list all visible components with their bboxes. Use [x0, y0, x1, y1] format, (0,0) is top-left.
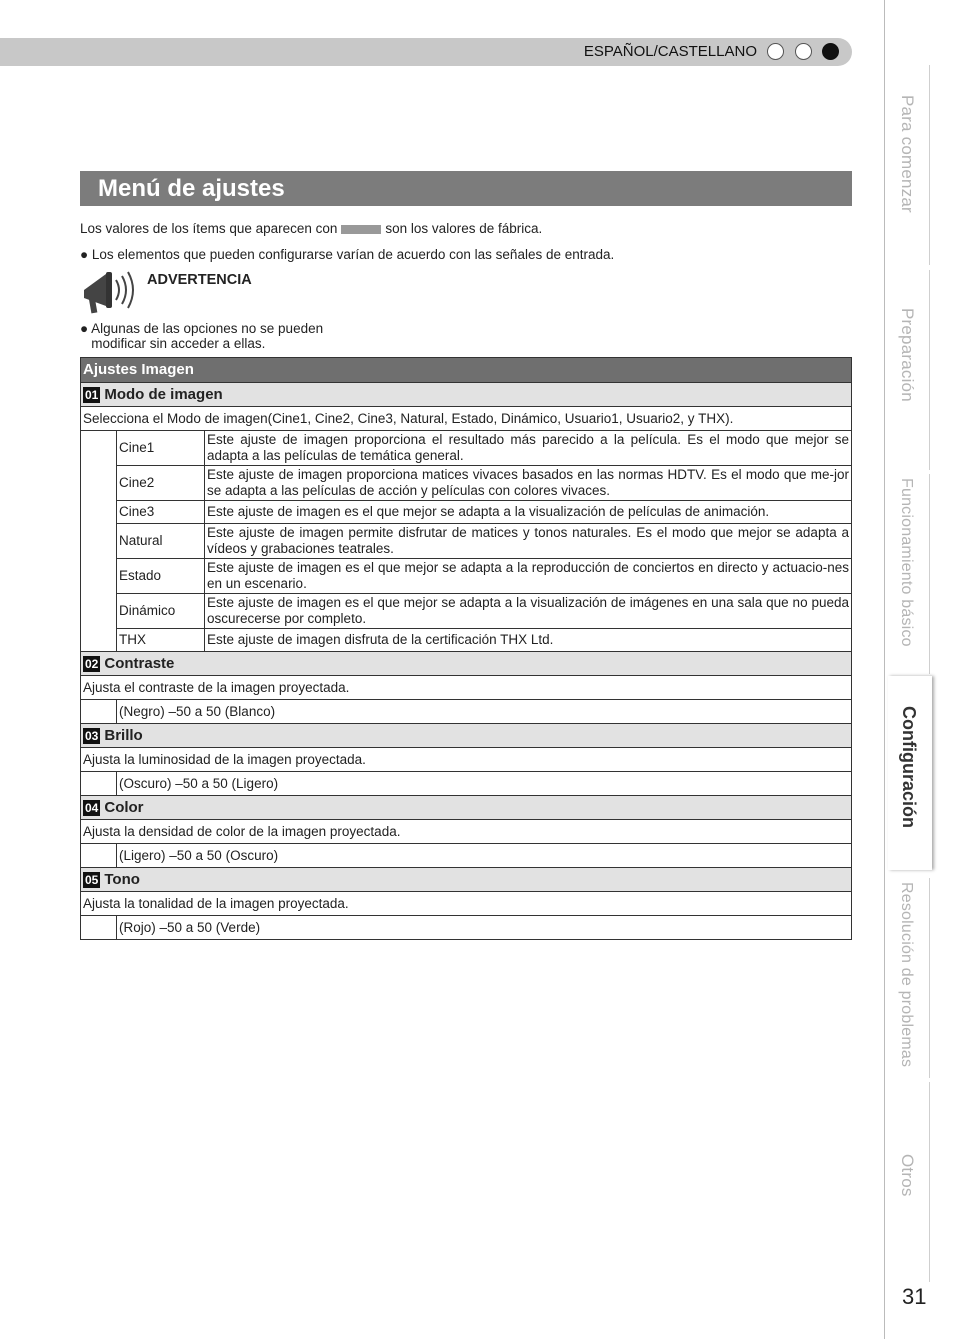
indent-cell	[81, 772, 117, 796]
tab-label: Funcionamiento básico	[898, 478, 915, 647]
item-number: 03	[85, 728, 99, 743]
mode-name: Cine1	[117, 431, 205, 466]
item-description: Selecciona el Modo de imagen(Cine1, Cine2, Cine3, Natural, Estado, Dinámico, Usuario1, Usuario2, y THX).	[81, 407, 852, 431]
value-range: (Ligero) –50 a 50 (Oscuro)	[117, 844, 852, 868]
item-number: 02	[85, 656, 99, 671]
mode-description: Este ajuste de imagen es el que mejor se adapta a la visualización de imágenes en una sala que no pueda oscurecerse por completo.	[205, 594, 852, 629]
mode-name: Dinámico	[117, 594, 205, 629]
table-row	[81, 501, 852, 524]
mode-description: Este ajuste de imagen disfruta de la certificación THX Ltd.	[205, 629, 852, 652]
table-row	[81, 559, 852, 594]
value-range: (Rojo) –50 a 50 (Verde)	[117, 916, 852, 940]
warning-title: ADVERTENCIA	[147, 272, 252, 288]
circle-icon-empty	[767, 43, 784, 60]
tab-funcionamiento-basico[interactable]	[891, 474, 930, 674]
item-name: Color	[104, 798, 144, 816]
tab-preparacion[interactable]	[891, 270, 930, 470]
item-name: Contraste	[104, 654, 175, 672]
circle-icon-empty	[795, 43, 812, 60]
tab-resolucion-de-problemas[interactable]	[891, 878, 930, 1078]
megaphone-icon	[80, 266, 142, 316]
table-row	[81, 594, 852, 629]
factory-note	[80, 221, 542, 236]
item-number: 04	[85, 800, 99, 815]
factory-note-text: Los valores de los ítems que aparecen con	[80, 221, 338, 236]
item-name: Tono	[104, 870, 140, 888]
item-header	[81, 796, 852, 820]
mode-name: Cine3	[117, 501, 205, 524]
tab-otros[interactable]	[891, 1082, 930, 1282]
factory-note-text: son los valores de fábrica.	[385, 221, 543, 236]
factory-swatch	[341, 225, 381, 234]
value-range: (Negro) –50 a 50 (Blanco)	[117, 700, 852, 724]
table-row	[81, 431, 852, 466]
mode-name: Estado	[117, 559, 205, 594]
item-number: 01	[85, 387, 99, 402]
indent-cell	[81, 431, 117, 652]
language-label: ESPAÑOL/CASTELLANO	[583, 43, 757, 60]
mode-name: Cine2	[117, 466, 205, 501]
item-header	[81, 724, 852, 748]
mode-description: Este ajuste de imagen es el que mejor se adapta a la reproducción de conciertos en directo y actuacio-nes en un escenario.	[205, 559, 852, 594]
item-header	[81, 868, 852, 892]
table-row	[81, 524, 852, 559]
tab-configuracion[interactable]	[888, 676, 932, 870]
item-name: Modo de imagen	[104, 385, 223, 403]
settings-table	[80, 357, 852, 940]
mode-description: Este ajuste de imagen proporciona el resultado más parecido a la película. Es el modo que mejor se adapta a las películas de temática general.	[205, 431, 852, 466]
indent-cell	[81, 700, 117, 724]
mode-description: Este ajuste de imagen es el que mejor se adapta a la visualización de películas de animación.	[205, 501, 852, 524]
tab-para-comenzar[interactable]	[891, 65, 930, 265]
chapter-sidebar	[884, 0, 954, 1339]
page-title: Menú de ajustes	[98, 175, 285, 202]
mode-description: Este ajuste de imagen permite disfrutar de matices y tonos naturales. Es el modo que mejor se adapta a vídeos y grabaciones teatrales.	[205, 524, 852, 559]
item-description: Ajusta la tonalidad de la imagen proyectada.	[81, 892, 852, 916]
table-row	[81, 916, 852, 940]
tab-label: Para comenzar	[898, 95, 917, 213]
tab-label: Preparación	[898, 308, 917, 402]
warning-line: Algunas de las opciones no se pueden	[91, 321, 324, 336]
page-title-bar	[80, 171, 852, 206]
item-header	[81, 652, 852, 676]
bullet-note: ● Los elementos que pueden configurarse varían de acuerdo con las señales de entrada.	[80, 247, 615, 262]
table-row	[81, 844, 852, 868]
bullet-note-text: Los elementos que pueden configurarse varían de acuerdo con las señales de entrada.	[91, 247, 615, 262]
table-row	[81, 466, 852, 501]
circle-icon-filled	[822, 43, 839, 60]
tab-label-active: Configuración	[899, 706, 919, 828]
section-title: Ajustes Imagen	[81, 358, 852, 383]
tab-label: Resolución de problemas	[898, 882, 915, 1068]
mode-name: THX	[117, 629, 205, 652]
table-row	[81, 629, 852, 652]
item-header	[81, 383, 852, 407]
warning-line: modificar sin acceder a ellas.	[91, 336, 266, 351]
value-range: (Oscuro) –50 a 50 (Ligero)	[117, 772, 852, 796]
item-name: Brillo	[104, 726, 143, 744]
table-row	[81, 700, 852, 724]
mode-description: Este ajuste de imagen proporciona matices vivaces basados en las normas HDTV. Es el modo que me-jor se adapta a las películas de acción y películas con colores vivaces.	[205, 466, 852, 501]
table-row	[81, 772, 852, 796]
item-number: 05	[85, 872, 99, 887]
page-number: 31	[902, 1284, 927, 1309]
tab-label: Otros	[898, 1154, 917, 1197]
section-header	[81, 358, 852, 383]
item-description: Ajusta la luminosidad de la imagen proyectada.	[81, 748, 852, 772]
language-bar	[0, 38, 852, 66]
indent-cell	[81, 916, 117, 940]
item-description: Ajusta la densidad de color de la imagen proyectada.	[81, 820, 852, 844]
indent-cell	[81, 844, 117, 868]
mode-name: Natural	[117, 524, 205, 559]
warning-note: ● Algunas de las opciones no se pueden modificar sin acceder a ellas.	[80, 321, 324, 351]
item-description: Ajusta el contraste de la imagen proyectada.	[81, 676, 852, 700]
